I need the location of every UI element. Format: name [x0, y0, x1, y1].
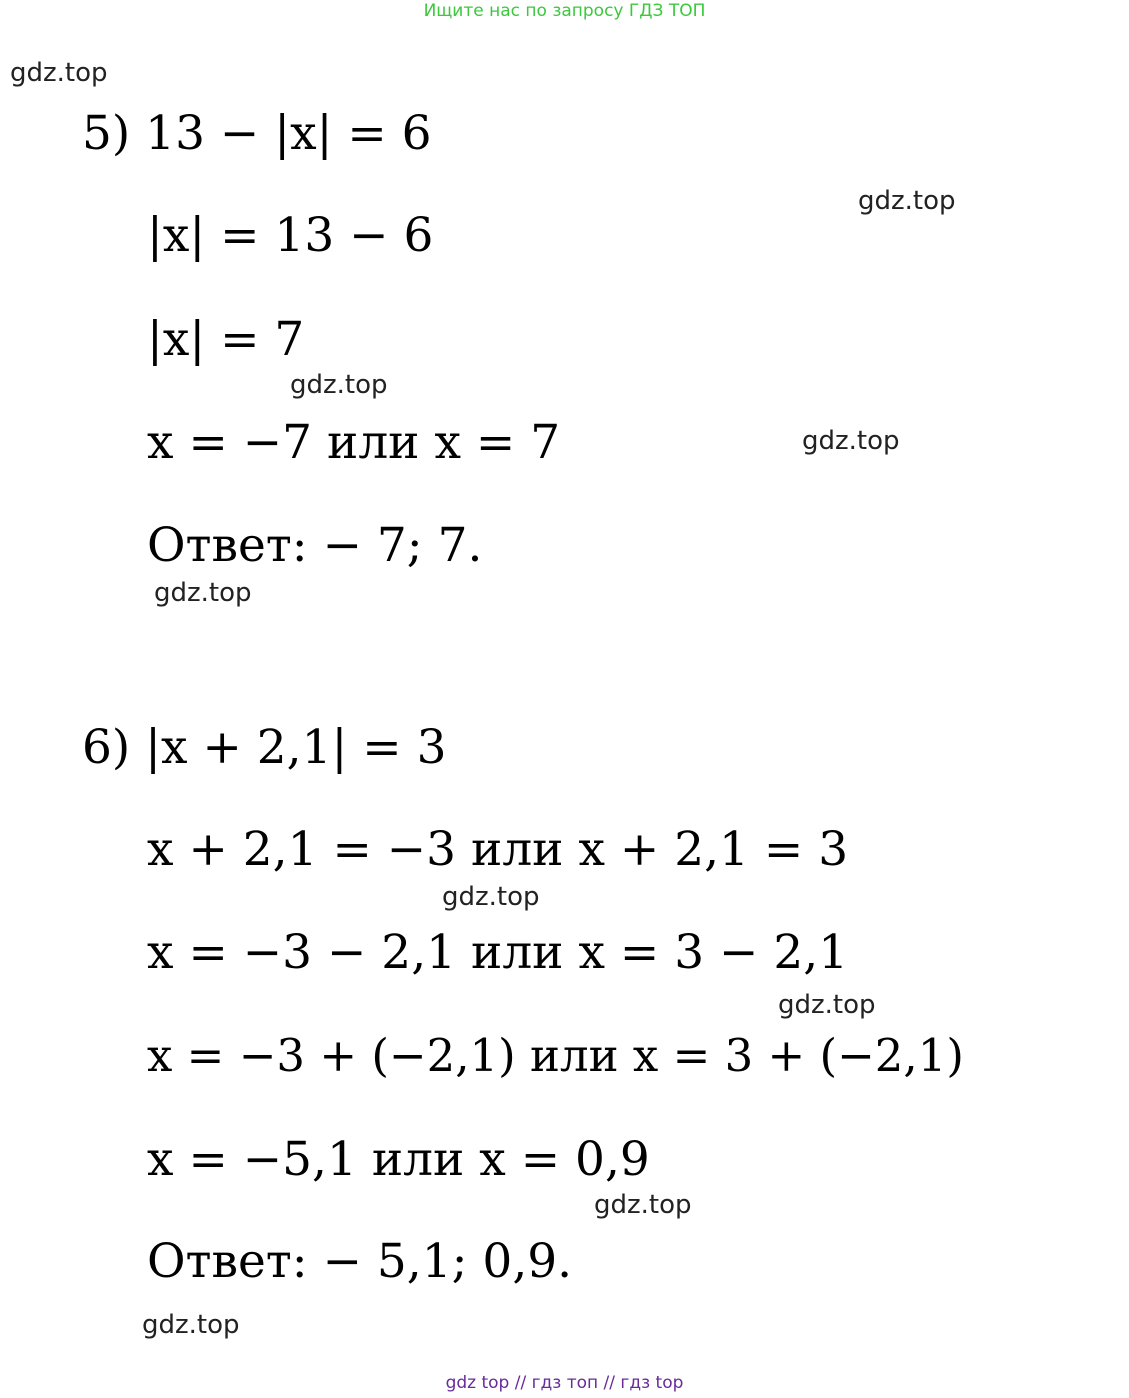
problem5-line2: |x| = 13 − 6: [147, 208, 434, 263]
problem6-line5: x = −5,1 или x = 0,9: [147, 1132, 650, 1187]
footer-links: gdz top // гдз топ // гдз top: [445, 1373, 684, 1393]
problem5-line1: 5) 13 − |x| = 6: [82, 106, 432, 161]
problem5-line3: |x| = 7: [147, 312, 305, 367]
problem6-line2: x + 2,1 = −3 или x + 2,1 = 3: [147, 822, 849, 877]
watermark: gdz.top: [778, 990, 876, 1020]
watermark: gdz.top: [10, 58, 108, 88]
watermark: gdz.top: [154, 578, 252, 608]
watermark: gdz.top: [290, 370, 388, 400]
watermark: gdz.top: [142, 1310, 240, 1340]
problem6-line3: x = −3 − 2,1 или x = 3 − 2,1: [147, 925, 849, 980]
watermark: gdz.top: [858, 186, 956, 216]
watermark: gdz.top: [594, 1190, 692, 1220]
watermark: gdz.top: [802, 426, 900, 456]
problem5-answer: Ответ: − 7; 7.: [147, 518, 483, 573]
problem6-answer: Ответ: − 5,1; 0,9.: [147, 1234, 573, 1289]
watermark: gdz.top: [442, 882, 540, 912]
problem6-line4: x = −3 + (−2,1) или x = 3 + (−2,1): [147, 1029, 964, 1082]
problem5-line4: x = −7 или x = 7: [147, 415, 561, 470]
problem6-line1: 6) |x + 2,1| = 3: [82, 720, 447, 775]
top-banner: Ищите нас по запросу ГДЗ ТОП: [423, 1, 706, 21]
